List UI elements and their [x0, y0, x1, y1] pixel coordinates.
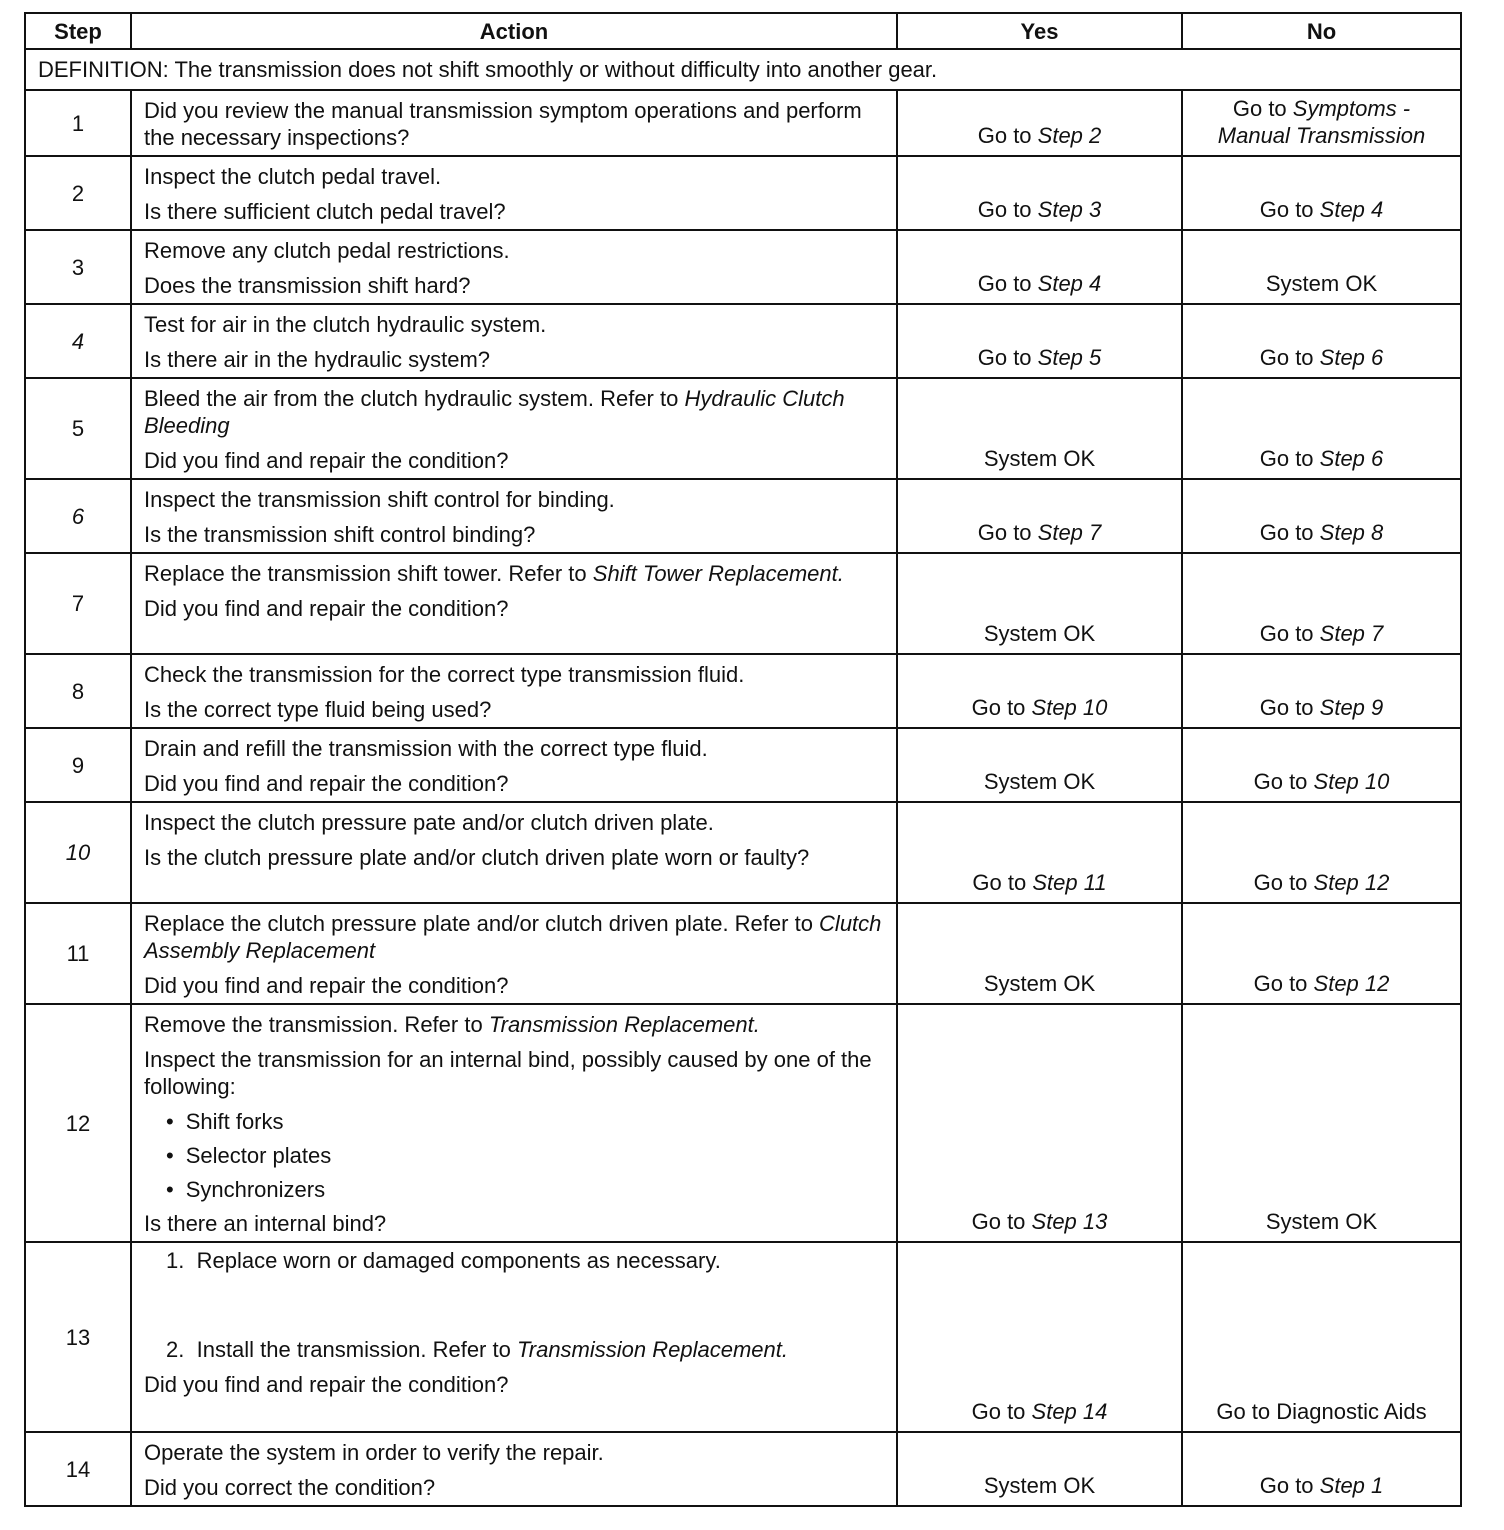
no-cell: Go to Step 10 — [1182, 728, 1461, 802]
table-row — [25, 230, 1461, 304]
action-cell: Drain and refill the transmission with the correct type fluid. Did you find and repair the condition? — [131, 728, 897, 802]
no-cell: Go to Step 4 — [1182, 156, 1461, 230]
diagnostic-table — [24, 12, 1462, 1507]
reference-link: Clutch Assembly Replacement — [144, 911, 882, 963]
step-number: 10 — [25, 802, 131, 903]
action-cell: Inspect the clutch pressure pate and/or clutch driven plate. Is the clutch pressure plate and/or clutch driven plate worn or faulty? — [131, 802, 897, 903]
action-cell: Test for air in the clutch hydraulic system. Is there air in the hydraulic system? — [131, 304, 897, 378]
table-row — [25, 1432, 1461, 1506]
action-cell: Remove the transmission. Refer to Transmission Replacement. Inspect the transmission for an internal bind, possibly caused by one of the following: • Shift forks • Selector plates • Synchronizers Is there an internal bind? — [131, 1004, 897, 1242]
action-cell: Inspect the clutch pedal travel. Is there sufficient clutch pedal travel? — [131, 156, 897, 230]
yes-cell: Go to Step 13 — [897, 1004, 1182, 1242]
reference-link: Transmission Replacement. — [488, 1012, 760, 1037]
bullet-item: • Shift forks — [144, 1108, 884, 1135]
step-number: 3 — [25, 230, 131, 304]
table-row — [25, 553, 1461, 654]
step-number: 7 — [25, 553, 131, 654]
table-row — [25, 378, 1461, 479]
reference-link: Shift Tower Replacement. — [592, 561, 844, 586]
numbered-item: 2. Install the transmission. Refer to Transmission Replacement. — [166, 1337, 788, 1362]
step-number: 11 — [25, 903, 131, 1004]
action-cell: Bleed the air from the clutch hydraulic system. Refer to Hydraulic Clutch Bleeding Did you find and repair the condition? — [131, 378, 897, 479]
no-cell: Go to Step 12 — [1182, 802, 1461, 903]
action-cell: Remove any clutch pedal restrictions. Does the transmission shift hard? — [131, 230, 897, 304]
table-row — [25, 90, 1461, 156]
step-number: 13 — [25, 1242, 131, 1432]
yes-cell: Go to Step 11 — [897, 802, 1182, 903]
yes-cell: System OK — [897, 378, 1182, 479]
yes-cell: System OK — [897, 903, 1182, 1004]
table-row — [25, 479, 1461, 553]
table-row — [25, 654, 1461, 728]
table-row — [25, 1004, 1461, 1242]
header-yes: Yes — [897, 13, 1182, 49]
reference-link: Hydraulic Clutch Bleeding — [144, 386, 845, 438]
step-number: 9 — [25, 728, 131, 802]
header-row — [25, 13, 1461, 49]
step-number: 6 — [25, 479, 131, 553]
table-row — [25, 156, 1461, 230]
no-cell: Go to Step 12 — [1182, 903, 1461, 1004]
yes-cell: Go to Step 14 — [897, 1242, 1182, 1432]
no-cell: Go to Step 6 — [1182, 378, 1461, 479]
header-step: Step — [25, 13, 131, 49]
yes-cell: Go to Step 5 — [897, 304, 1182, 378]
action-cell: Replace the clutch pressure plate and/or clutch driven plate. Refer to Clutch Assembly Replacement Did you find and repair the condition? — [131, 903, 897, 1004]
step-number: 12 — [25, 1004, 131, 1242]
step-number: 8 — [25, 654, 131, 728]
yes-cell: Go to Step 3 — [897, 156, 1182, 230]
yes-cell: Go to Step 10 — [897, 654, 1182, 728]
numbered-item: 1. Replace worn or damaged components as necessary. — [166, 1248, 721, 1273]
no-cell: System OK — [1182, 230, 1461, 304]
yes-cell: System OK — [897, 1432, 1182, 1506]
action-cell: Operate the system in order to verify the repair. Did you correct the condition? — [131, 1432, 897, 1506]
table-row — [25, 304, 1461, 378]
no-cell: Go to Step 9 — [1182, 654, 1461, 728]
no-cell: Go to Step 7 — [1182, 553, 1461, 654]
definition-row — [25, 49, 1461, 90]
action-cell: Inspect the transmission shift control for binding. Is the transmission shift control binding? — [131, 479, 897, 553]
action-cell: Replace the transmission shift tower. Refer to Shift Tower Replacement. Did you find and repair the condition? — [131, 553, 897, 654]
no-cell: Go to Symptoms - Manual Transmission — [1182, 90, 1461, 156]
table-row — [25, 1242, 1461, 1432]
yes-cell: Go to Step 2 — [897, 90, 1182, 156]
no-cell: Go to Diagnostic Aids — [1182, 1242, 1461, 1432]
step-number: 14 — [25, 1432, 131, 1506]
no-cell: System OK — [1182, 1004, 1461, 1242]
action-cell: 1. Replace worn or damaged components as necessary. 2. Install the transmission. Refer to Transmission Replacement. Did you find and repair the condition? — [131, 1242, 897, 1432]
reference-link: Transmission Replacement. — [516, 1337, 788, 1362]
no-cell: Go to Step 1 — [1182, 1432, 1461, 1506]
yes-cell: Go to Step 7 — [897, 479, 1182, 553]
action-cell: Check the transmission for the correct type transmission fluid. Is the correct type fluid being used? — [131, 654, 897, 728]
header-no: No — [1182, 13, 1461, 49]
step-number: 4 — [25, 304, 131, 378]
step-number: 2 — [25, 156, 131, 230]
header-action: Action — [131, 13, 897, 49]
yes-cell: System OK — [897, 728, 1182, 802]
definition-text: DEFINITION: The transmission does not shift smoothly or without difficulty into another gear. — [25, 49, 1461, 90]
step-number: 5 — [25, 378, 131, 479]
bullet-item: • Synchronizers — [144, 1176, 884, 1203]
table-row — [25, 903, 1461, 1004]
bullet-item: • Selector plates — [144, 1142, 884, 1169]
yes-cell: Go to Step 4 — [897, 230, 1182, 304]
table-row — [25, 802, 1461, 903]
action-text: Did you review the manual transmission symptom operations and perform the necessary inspections? — [144, 98, 862, 150]
no-cell: Go to Step 6 — [1182, 304, 1461, 378]
table-row — [25, 728, 1461, 802]
no-cell: Go to Step 8 — [1182, 479, 1461, 553]
action-cell — [131, 90, 897, 156]
step-number: 1 — [25, 90, 131, 156]
yes-cell: System OK — [897, 553, 1182, 654]
